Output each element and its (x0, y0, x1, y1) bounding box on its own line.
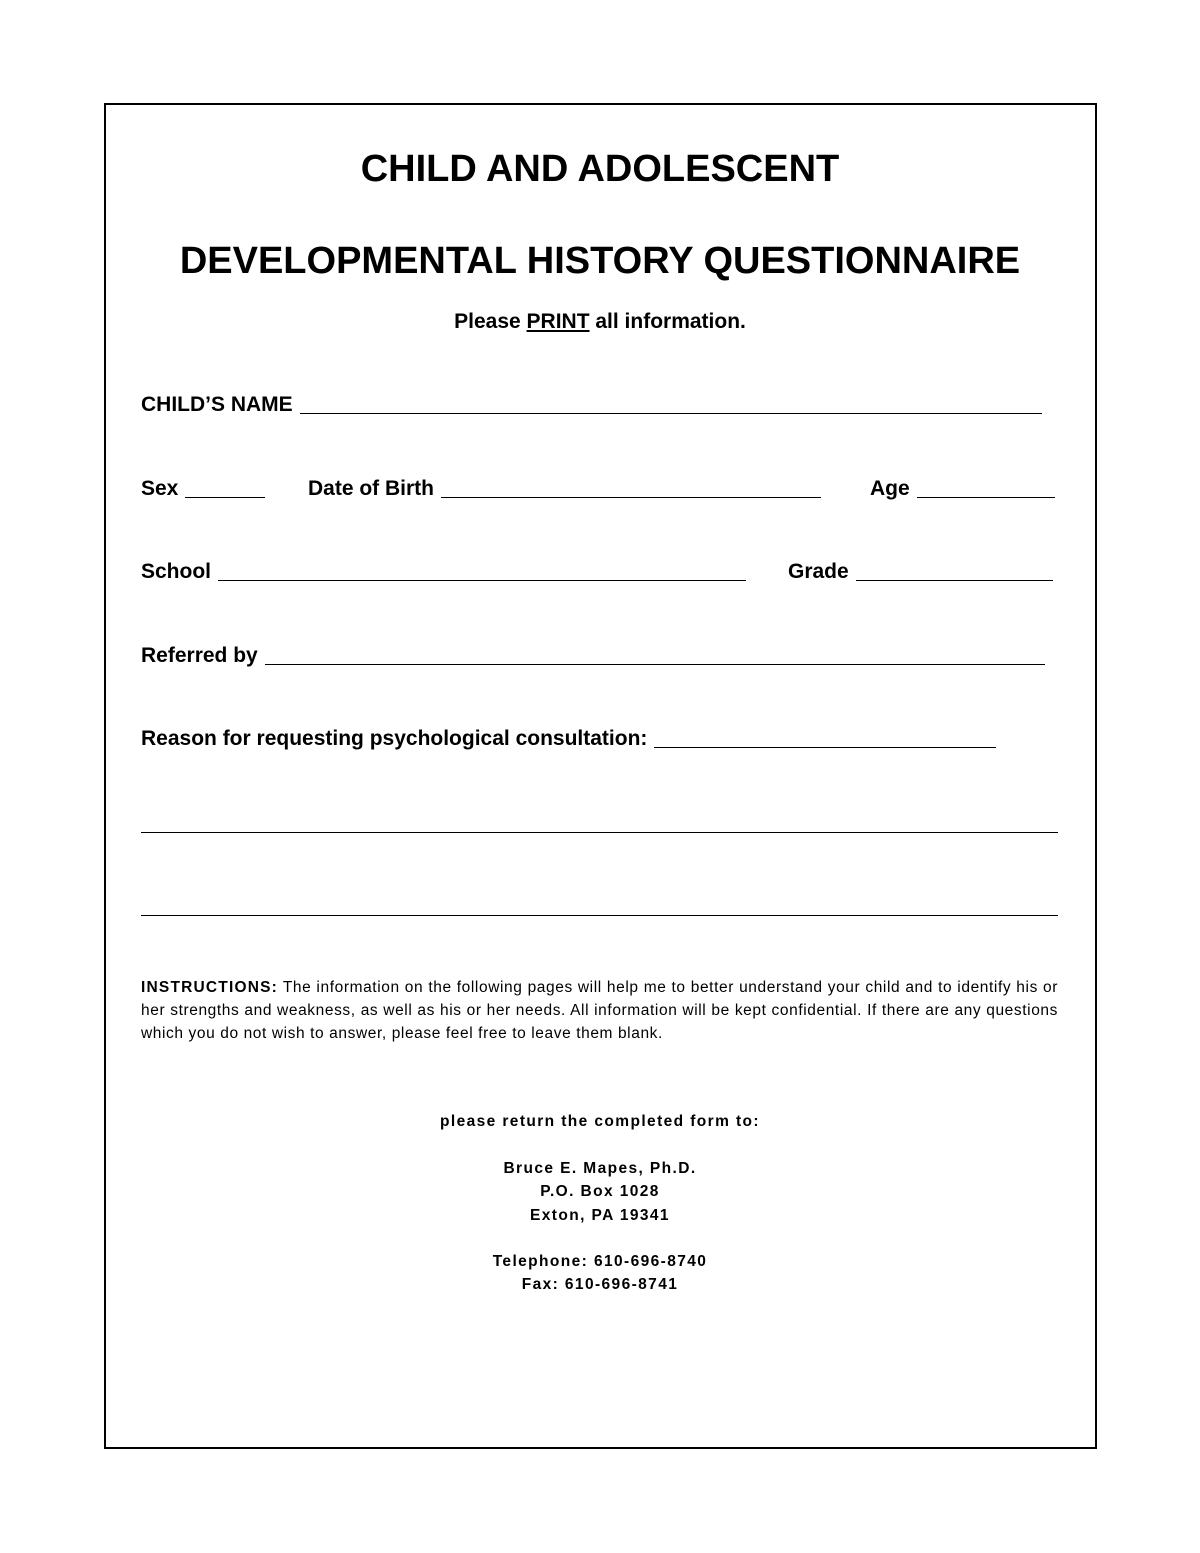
reason-line-3[interactable] (141, 915, 1058, 916)
return-telephone: Telephone: 610-696-8740 (492, 1253, 708, 1270)
referred-by-label: Referred by (141, 644, 258, 667)
reason-row (141, 727, 996, 751)
instructions-paragraph (141, 976, 1058, 1045)
referred-by-input[interactable] (265, 664, 1045, 665)
dob-input[interactable] (441, 497, 821, 498)
form-title-line1: CHILD AND ADOLESCENT (360, 148, 840, 190)
print-instruction (0, 310, 1200, 334)
dob-row (308, 477, 821, 501)
print-instruction-post: all information. (589, 310, 746, 333)
childs-name-row (141, 393, 1042, 417)
return-address-line1: P.O. Box 1028 (540, 1183, 660, 1200)
form-title-line2: DEVELOPMENTAL HISTORY QUESTIONNAIRE (179, 240, 1021, 282)
return-name: Bruce E. Mapes, Ph.D. (503, 1160, 697, 1177)
school-input[interactable] (218, 580, 746, 581)
grade-row (788, 560, 1053, 584)
sex-label: Sex (141, 477, 179, 500)
grade-input[interactable] (856, 580, 1053, 581)
instructions-text: The information on the following pages will help me to better understand your child and to identify his or her strengths and weakness, as well as his or her needs. All information will be kept confidential. If there are any questions which you do not wish to answer, please feel free to leave them blank. (141, 979, 1058, 1042)
reason-label: Reason for requesting psychological consultation: (141, 727, 648, 750)
instructions-label: INSTRUCTIONS: (141, 979, 279, 996)
childs-name-label: CHILD’S NAME (141, 393, 293, 416)
age-row (870, 477, 1055, 501)
reason-line-2[interactable] (141, 832, 1058, 833)
sex-input[interactable] (185, 497, 265, 498)
form-border (104, 103, 1097, 1449)
reason-input[interactable] (654, 747, 996, 748)
age-label: Age (870, 477, 910, 500)
referred-by-row (141, 644, 1045, 668)
childs-name-input[interactable] (300, 413, 1042, 414)
age-input[interactable] (917, 497, 1055, 498)
grade-label: Grade (788, 560, 849, 583)
school-row (141, 560, 746, 584)
school-label: School (141, 560, 212, 583)
return-address-line2: Exton, PA 19341 (530, 1207, 670, 1224)
sex-row (141, 477, 265, 501)
print-instruction-pre: Please (454, 310, 527, 333)
return-fax: Fax: 610-696-8741 (521, 1276, 679, 1293)
dob-label: Date of Birth (308, 477, 434, 500)
print-instruction-emphasis: PRINT (526, 310, 590, 333)
return-heading: please return the completed form to: (440, 1113, 760, 1130)
